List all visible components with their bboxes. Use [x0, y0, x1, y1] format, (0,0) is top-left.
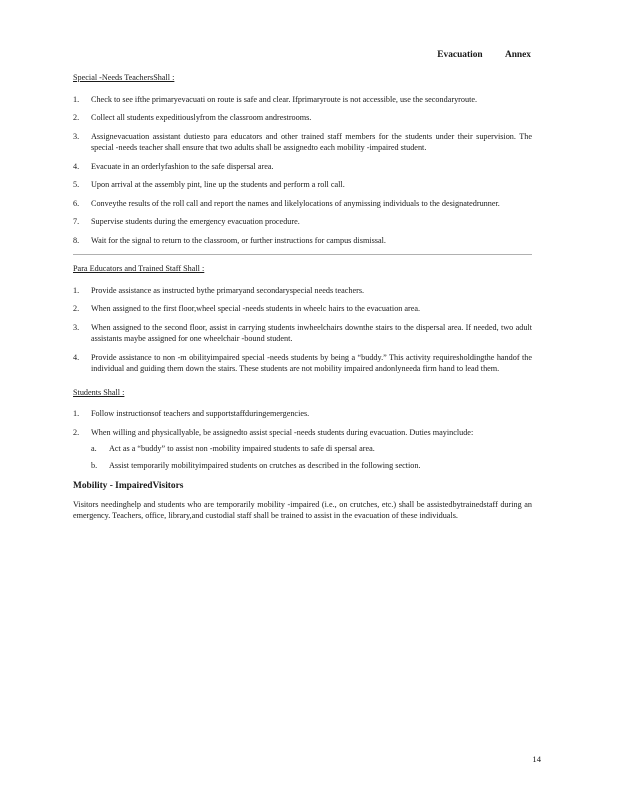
mobility-paragraph: Visitors needinghelp and students who are temporarily mobility -impaired (i.e., on crutches, etc.) shall be assistedbytrainedstaff during an emergency. Teachers, office, library,and custodial staff shall be trained to assist in the evacuation of these individuals.	[73, 499, 532, 520]
subitem-text: Act as a “buddy” to assist non -mobility impaired students to safe di spersal area.	[109, 444, 375, 453]
students-list	[73, 408, 532, 471]
item-number: 2.	[73, 113, 80, 122]
para-educators-heading: Para Educators and Trained Staff Shall :	[73, 264, 205, 273]
item-text: When assigned to the second floor, assist in carrying students inwheelchairs downthe stairs to the dispersal area. If needed, two adult assistants maybe assigned for one wheelchair -bound student.	[91, 322, 532, 343]
item-text: Conveythe results of the roll call and report the names and likelylocations of anymissing individuals to the designatedrunner.	[91, 198, 500, 208]
header-title: Evacuation	[437, 50, 483, 60]
item-text: Check to see ifthe primaryevacuati on route is safe and clear. Ifprimaryroute is not accessible, use the secondaryroute.	[91, 94, 478, 104]
item-number: 3.	[73, 131, 80, 141]
list-item	[73, 131, 532, 154]
special-needs-list	[73, 94, 532, 247]
list-item	[73, 235, 532, 247]
list-item	[73, 94, 532, 106]
subitem-letter: b.	[91, 460, 98, 470]
item-number: 3.	[73, 322, 80, 332]
list-item	[73, 427, 532, 472]
item-number: 1.	[73, 285, 80, 295]
sublist-item	[91, 443, 532, 455]
document-body	[73, 72, 532, 522]
list-item	[73, 198, 532, 210]
item-number: 8.	[73, 235, 80, 245]
list-item	[73, 216, 532, 228]
item-text: Wait for the signal to return to the classroom, or further instructions for campus dismissal.	[91, 235, 386, 245]
list-item	[73, 303, 532, 315]
students-heading: Students Shall :	[73, 387, 125, 397]
mobility-heading: Mobility - ImpairedVisitors	[73, 481, 184, 491]
page-number: 14	[532, 754, 541, 764]
item-number: 4.	[73, 352, 80, 362]
list-item	[73, 322, 532, 345]
item-text: Follow instructionsof teachers and supportstaffduringemergencies.	[91, 409, 310, 418]
item-number: 2.	[73, 427, 80, 437]
section-divider	[73, 254, 532, 255]
item-text: Provide assistance as instructed bythe primaryand secondaryspecial needs teachers.	[91, 285, 365, 295]
item-number: 2.	[73, 304, 80, 313]
item-text: Assignevacuation assistant dutiesto para educators and other trained staff members for the students under their supervision. The special -needs teacher shall ensure that two adults shall be assignedto each mobility -impaired student.	[91, 131, 532, 152]
students-sublist	[91, 443, 532, 471]
para-educators-list	[73, 285, 532, 375]
item-number: 7.	[73, 217, 80, 226]
item-text: Evacuate in an orderlyfashion to the safe dispersal area.	[91, 161, 274, 171]
item-number: 6.	[73, 198, 80, 208]
special-needs-heading: Special -Needs TeachersShall :	[73, 73, 175, 82]
item-number: 1.	[73, 94, 80, 104]
sublist-item	[91, 460, 532, 472]
item-text: Collect all students expeditiouslyfrom the classroom andrestrooms.	[91, 113, 312, 122]
list-item	[73, 408, 532, 420]
subitem-letter: a.	[91, 444, 97, 453]
page-header	[417, 50, 531, 60]
list-item	[73, 285, 532, 297]
item-number: 4.	[73, 161, 80, 171]
list-item	[73, 179, 532, 191]
header-annex: Annex	[504, 50, 531, 60]
item-text: Provide assistance to non -m obilityimpaired special -needs students by being a “buddy.” This activity requiresholdingthe handof the individual and guiding them down the stairs. These students are not mobility impaired andonlyneeda firm hand to lead them.	[91, 352, 532, 373]
list-item	[73, 161, 532, 173]
item-number: 1.	[73, 409, 80, 418]
item-text: When willing and physicallyable, be assignedto assist special -needs students during evacuation. Duties mayinclude:	[91, 427, 474, 437]
item-text: When assigned to the first floor,wheel special -needs students in wheelc hairs to the evacuation area.	[91, 304, 421, 313]
list-item	[73, 352, 532, 375]
list-item	[73, 112, 532, 124]
item-number: 5.	[73, 180, 80, 189]
subitem-text: Assist temporarily mobilityimpaired students on crutches as described in the following section.	[109, 460, 421, 470]
item-text: Upon arrival at the assembly pint, line up the students and perform a roll call.	[91, 180, 345, 189]
item-text: Supervise students during the emergency evacuation procedure.	[91, 217, 300, 226]
